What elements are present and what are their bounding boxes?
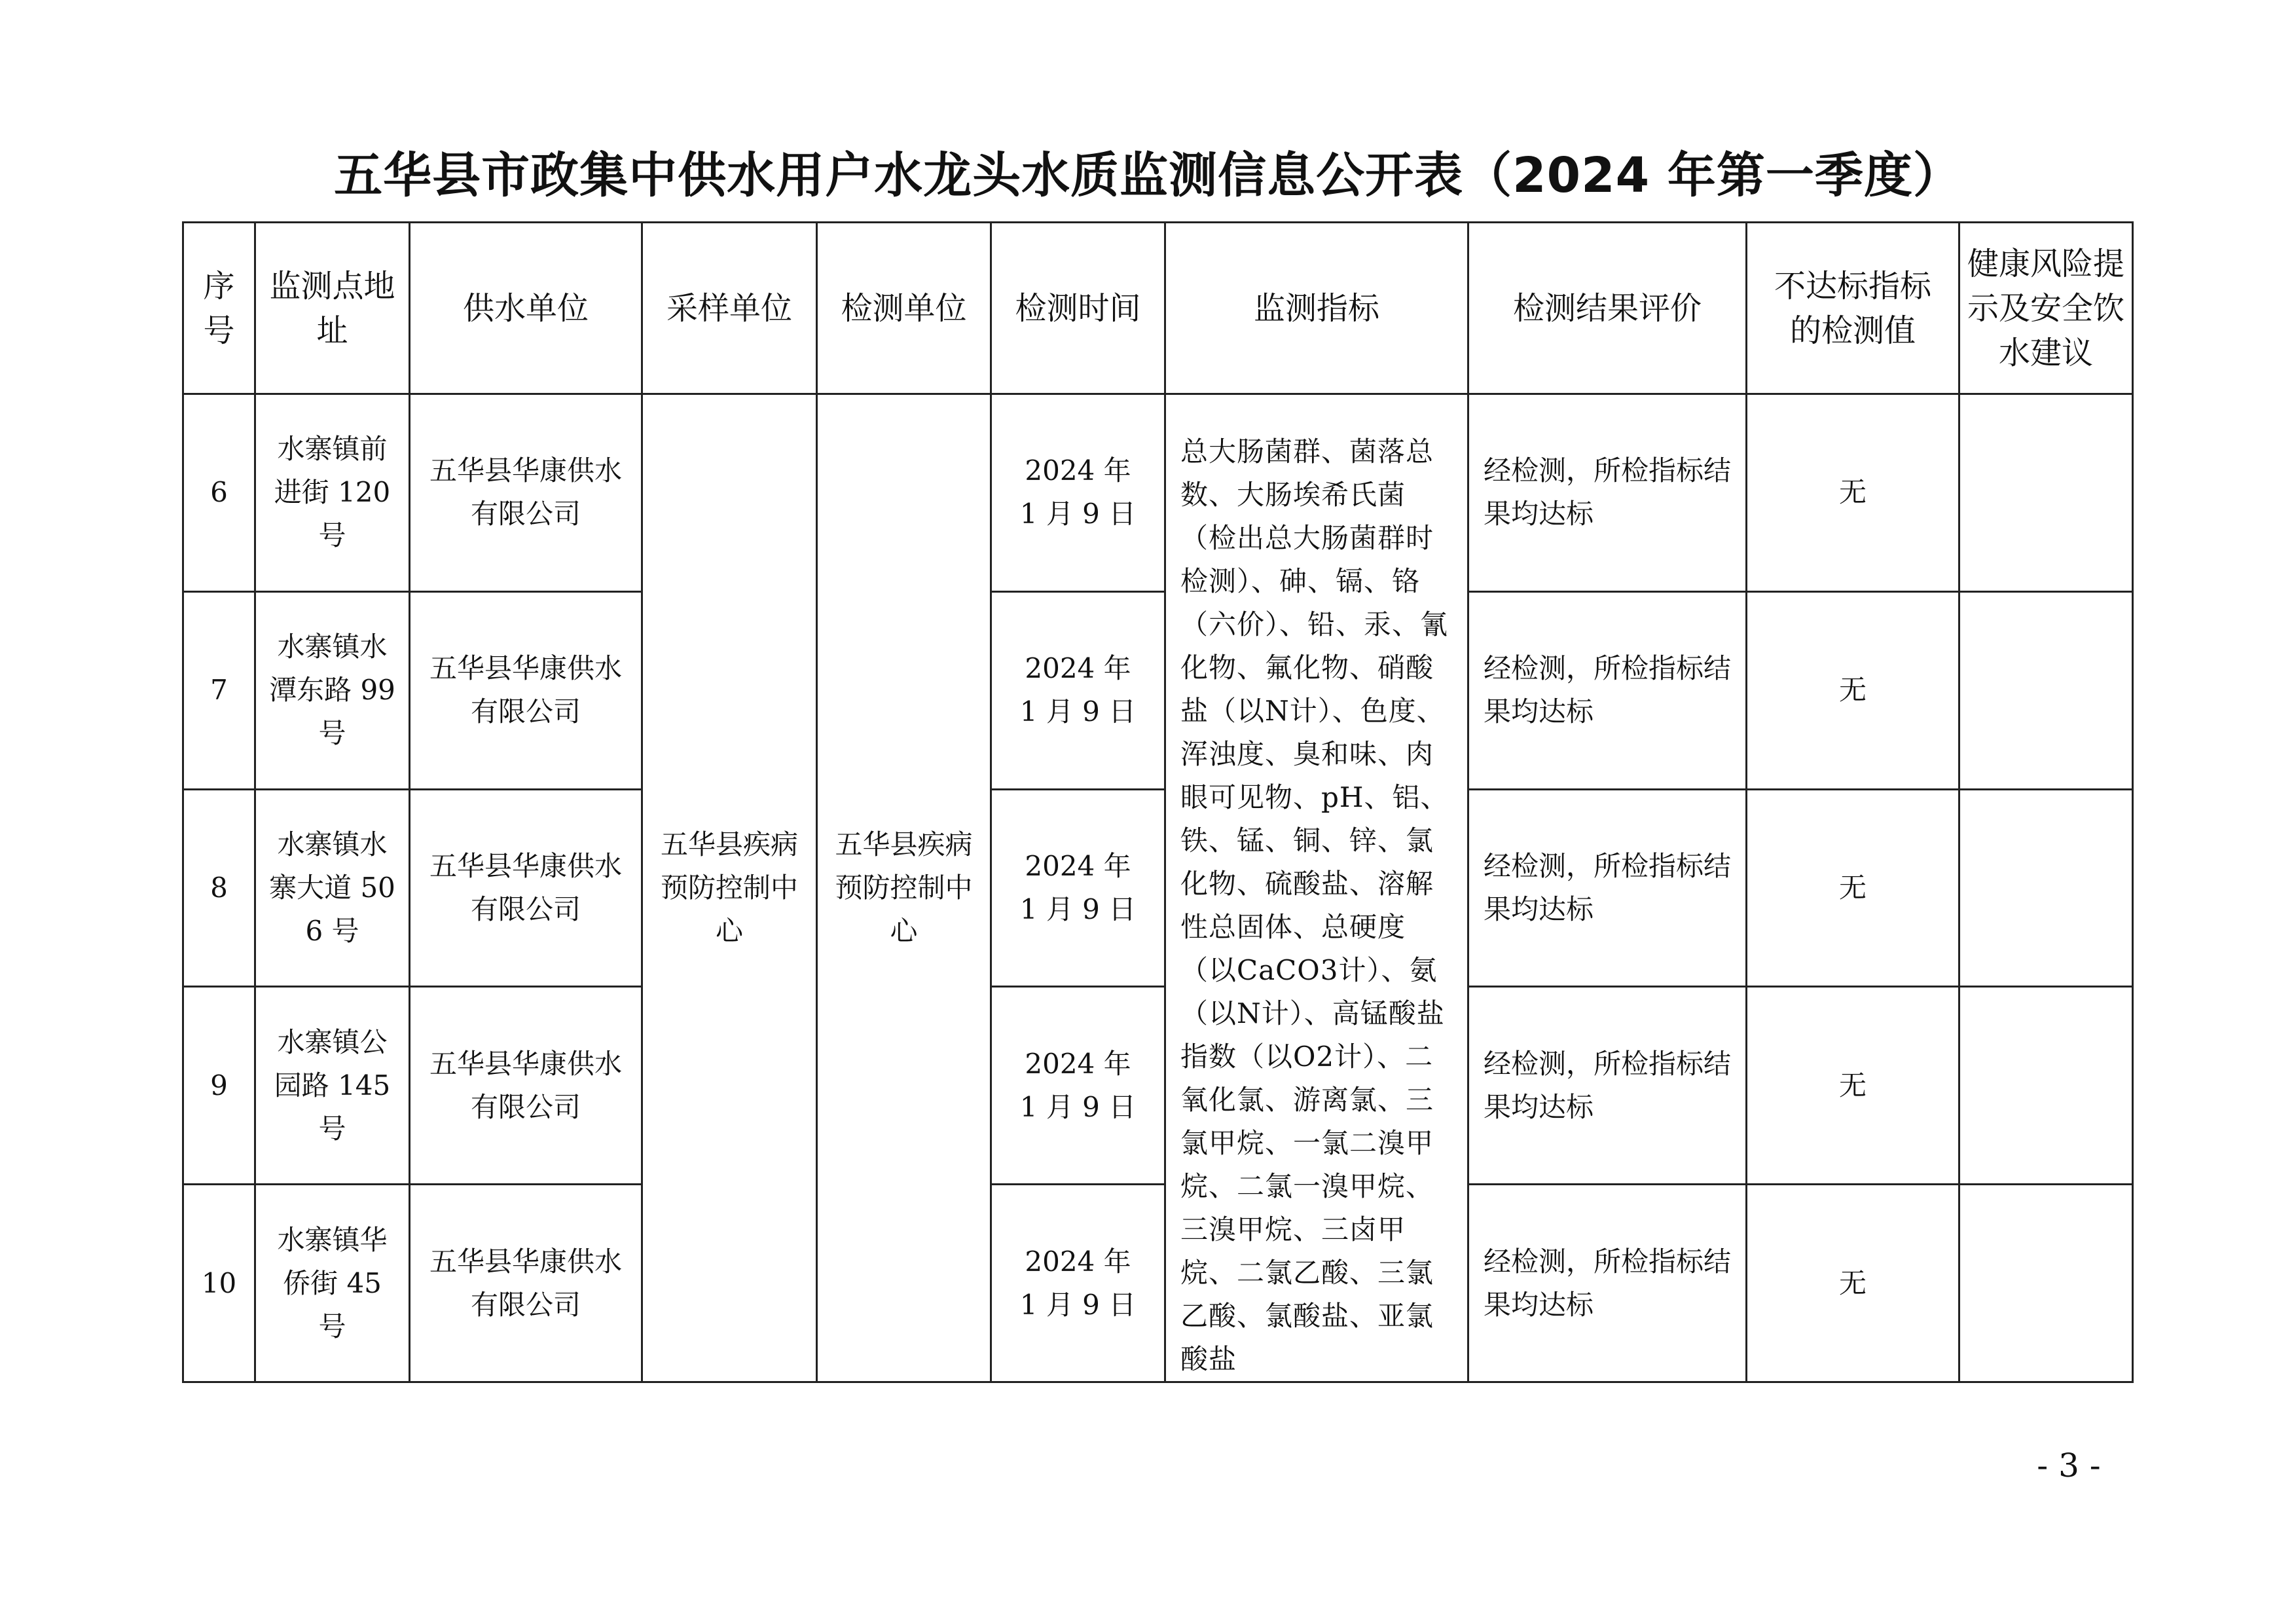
row-supplier: 五华县华康供水有限公司 xyxy=(410,591,642,789)
row-time-year: 2024 年 xyxy=(1025,849,1131,882)
row-address: 水寨镇水潭东路 99 号 xyxy=(255,591,410,789)
row-seq: 10 xyxy=(183,1185,255,1382)
row-time xyxy=(991,394,1165,592)
header-failed-values: 不达标指标的检测值 xyxy=(1747,223,1959,394)
row-time-date: 1 月 9 日 xyxy=(1019,695,1137,728)
row-failed-values: 无 xyxy=(1747,1185,1959,1382)
table-row xyxy=(183,1185,2133,1382)
row-time xyxy=(991,987,1165,1185)
row-time xyxy=(991,591,1165,789)
header-tester: 检测单位 xyxy=(817,223,991,394)
row-health-advice xyxy=(1959,394,2133,592)
page-number: - 3 - xyxy=(2037,1447,2101,1485)
indicators-cell: 总大肠菌群、菌落总数、大肠埃希氏菌（检出总大肠菌群时检测）、砷、镉、铬（六价）、铅、汞、氰化物、氟化物、硝酸盐（以N计）、色度、浑浊度、臭和味、肉眼可见物、pH、铝、铁、锰、铜、锌、氯化物、硫酸盐、溶解性总固体、总硬度（以CaCO3计）、氨（以N计）、高锰酸盐指数（以O2计）、二氧化氯、游离氯、三氯甲烷、一氯二溴甲烷、二氯一溴甲烷、三溴甲烷、三卤甲烷、二氯乙酸、三氯乙酸、氯酸盐、亚氯酸盐 xyxy=(1165,394,1468,1382)
water-quality-table xyxy=(182,221,2134,1383)
header-seq: 序号 xyxy=(183,223,255,394)
header-sampler: 采样单位 xyxy=(642,223,817,394)
row-evaluation: 经检测，所检指标结果均达标 xyxy=(1468,1185,1747,1382)
row-failed-values: 无 xyxy=(1747,987,1959,1185)
row-address: 水寨镇公园路 145 号 xyxy=(255,987,410,1185)
header-time: 检测时间 xyxy=(991,223,1165,394)
header-supplier: 供水单位 xyxy=(410,223,642,394)
page-title: 五华县市政集中供水用户水龙头水质监测信息公开表（2024 年第一季度） xyxy=(334,147,1962,204)
header-health-advice: 健康风险提示及安全饮水建议 xyxy=(1959,223,2133,394)
row-supplier: 五华县华康供水有限公司 xyxy=(410,987,642,1185)
row-seq: 6 xyxy=(183,394,255,592)
row-time-year: 2024 年 xyxy=(1025,1245,1131,1278)
header-evaluation: 检测结果评价 xyxy=(1468,223,1747,394)
table-header-row xyxy=(183,223,2133,394)
row-failed-values: 无 xyxy=(1747,394,1959,592)
row-seq: 9 xyxy=(183,987,255,1185)
row-time-year: 2024 年 xyxy=(1025,652,1131,685)
header-indicators: 监测指标 xyxy=(1165,223,1468,394)
row-time xyxy=(991,789,1165,987)
row-health-advice xyxy=(1959,987,2133,1185)
row-address: 水寨镇前进街 120 号 xyxy=(255,394,410,592)
row-evaluation: 经检测，所检指标结果均达标 xyxy=(1468,789,1747,987)
table-row xyxy=(183,394,2133,592)
row-time-date: 1 月 9 日 xyxy=(1019,498,1137,530)
row-time-date: 1 月 9 日 xyxy=(1019,893,1137,925)
row-time-date: 1 月 9 日 xyxy=(1019,1288,1137,1321)
row-failed-values: 无 xyxy=(1747,591,1959,789)
header-address: 监测点地址 xyxy=(255,223,410,394)
row-evaluation: 经检测，所检指标结果均达标 xyxy=(1468,394,1747,592)
row-seq: 7 xyxy=(183,591,255,789)
row-address: 水寨镇华侨街 45 号 xyxy=(255,1185,410,1382)
row-supplier: 五华县华康供水有限公司 xyxy=(410,1185,642,1382)
tester-cell: 五华县疾病预防控制中心 xyxy=(817,394,991,1382)
row-health-advice xyxy=(1959,1185,2133,1382)
row-evaluation: 经检测，所检指标结果均达标 xyxy=(1468,987,1747,1185)
row-supplier: 五华县华康供水有限公司 xyxy=(410,394,642,592)
row-seq: 8 xyxy=(183,789,255,987)
table-row xyxy=(183,591,2133,789)
row-supplier: 五华县华康供水有限公司 xyxy=(410,789,642,987)
row-health-advice xyxy=(1959,591,2133,789)
table-row xyxy=(183,987,2133,1185)
sampler-cell: 五华县疾病预防控制中心 xyxy=(642,394,817,1382)
row-failed-values: 无 xyxy=(1747,789,1959,987)
row-time-year: 2024 年 xyxy=(1025,454,1131,487)
row-health-advice xyxy=(1959,789,2133,987)
row-evaluation: 经检测，所检指标结果均达标 xyxy=(1468,591,1747,789)
row-time-year: 2024 年 xyxy=(1025,1047,1131,1080)
row-time-date: 1 月 9 日 xyxy=(1019,1090,1137,1123)
table-row xyxy=(183,789,2133,987)
row-address: 水寨镇水寨大道 506 号 xyxy=(255,789,410,987)
row-time xyxy=(991,1185,1165,1382)
